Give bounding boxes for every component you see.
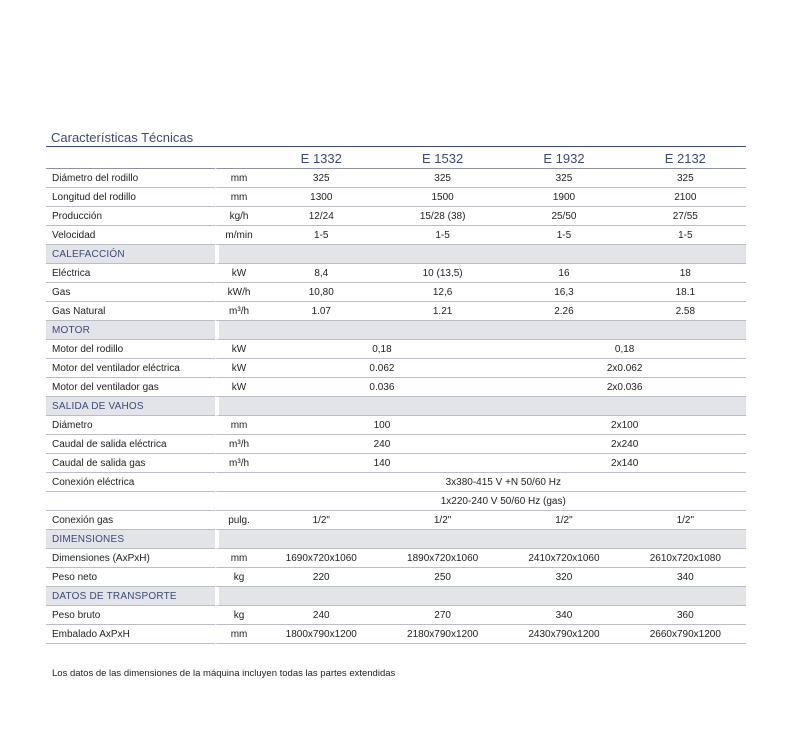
spec-unit: kg/h <box>215 207 260 226</box>
spec-label: Eléctrica <box>46 264 215 283</box>
spec-value: 2610x720x1080 <box>625 549 746 568</box>
spec-value: 2410x720x1060 <box>503 549 624 568</box>
spec-unit: mm <box>215 549 260 568</box>
spec-value-group-2: 0,18 <box>503 340 746 359</box>
spec-value-group-1: 140 <box>261 454 504 473</box>
spec-value: 1-5 <box>261 226 382 245</box>
spec-unit: pulg. <box>215 511 260 530</box>
page-title: Características Técnicas <box>51 130 194 145</box>
section-fill <box>215 530 746 549</box>
spec-value: 12,6 <box>382 283 503 302</box>
spec-value: 325 <box>261 169 382 188</box>
model-header-1: E 1332 <box>261 147 382 169</box>
spec-value: 2430x790x1200 <box>503 625 624 644</box>
model-header-4: E 2132 <box>625 147 746 169</box>
spec-row <box>46 302 746 321</box>
spec-value: 340 <box>625 568 746 587</box>
spec-value-group-2: 2x0.062 <box>503 359 746 378</box>
section-fill <box>215 397 746 416</box>
spec-unit: kW/h <box>215 283 260 302</box>
spec-value: 2660x790x1200 <box>625 625 746 644</box>
spec-value: 18.1 <box>625 283 746 302</box>
spec-value: 2.58 <box>625 302 746 321</box>
spec-row <box>46 511 746 530</box>
spec-value: 1/2" <box>503 511 624 530</box>
spec-label: Diámetro del rodillo <box>46 169 215 188</box>
spec-unit: m³/h <box>215 302 260 321</box>
spec-value: 325 <box>503 169 624 188</box>
spec-value: 240 <box>261 606 382 625</box>
spec-label: Velocidad <box>46 226 215 245</box>
spec-label: Dimensiones (AxPxH) <box>46 549 215 568</box>
spec-value-group-2: 2x240 <box>503 435 746 454</box>
spec-value: 8,4 <box>261 264 382 283</box>
spec-label: Motor del ventilador eléctrica <box>46 359 215 378</box>
spec-row <box>46 473 746 492</box>
spec-value: 1500 <box>382 188 503 207</box>
spec-row <box>46 606 746 625</box>
spec-value: 360 <box>625 606 746 625</box>
spec-value: 16 <box>503 264 624 283</box>
specifications-table <box>46 147 746 644</box>
spec-row <box>46 492 746 511</box>
spec-row <box>46 207 746 226</box>
spec-label: Peso bruto <box>46 606 215 625</box>
section-header-row <box>46 245 746 264</box>
section-header-row <box>46 321 746 340</box>
header-unit-cell <box>215 147 260 169</box>
spec-value: 340 <box>503 606 624 625</box>
footnote: Los datos de las dimensiones de la máquina incluyen todas las partes extendidas <box>52 668 396 679</box>
spec-value-all-models: 1x220-240 V 50/60 Hz (gas) <box>261 492 746 511</box>
spec-label: Caudal de salida gas <box>46 454 215 473</box>
spec-value: 1900 <box>503 188 624 207</box>
section-fill <box>215 245 746 264</box>
spec-value: 25/50 <box>503 207 624 226</box>
spec-label: Producción <box>46 207 215 226</box>
spec-value: 1300 <box>261 188 382 207</box>
spec-value: 1800x790x1200 <box>261 625 382 644</box>
spec-value: 2180x790x1200 <box>382 625 503 644</box>
section-title: DIMENSIONES <box>46 530 215 549</box>
section-fill <box>215 587 746 606</box>
spec-row <box>46 264 746 283</box>
spec-value-all-models: 3x380-415 V +N 50/60 Hz <box>261 473 746 492</box>
spec-value: 325 <box>625 169 746 188</box>
spec-unit: mm <box>215 169 260 188</box>
spec-row <box>46 283 746 302</box>
spec-unit: kW <box>215 359 260 378</box>
header-label-cell <box>46 147 215 169</box>
spec-value: 2100 <box>625 188 746 207</box>
spec-row <box>46 378 746 397</box>
spec-value: 1890x720x1060 <box>382 549 503 568</box>
section-fill <box>215 321 746 340</box>
spec-unit: kW <box>215 264 260 283</box>
spec-unit: kW <box>215 378 260 397</box>
spec-label: Motor del ventilador gas <box>46 378 215 397</box>
spec-row <box>46 549 746 568</box>
spec-value: 1690x720x1060 <box>261 549 382 568</box>
spec-value: 1/2" <box>261 511 382 530</box>
spec-row <box>46 625 746 644</box>
spec-value: 10,80 <box>261 283 382 302</box>
spec-row <box>46 169 746 188</box>
spec-value: 270 <box>382 606 503 625</box>
spec-value: 15/28 (38) <box>382 207 503 226</box>
spec-label <box>46 492 215 511</box>
spec-label: Gas Natural <box>46 302 215 321</box>
spec-label: Peso neto <box>46 568 215 587</box>
spec-value: 2.26 <box>503 302 624 321</box>
spec-value: 320 <box>503 568 624 587</box>
model-header-row <box>46 147 746 169</box>
spec-row <box>46 435 746 454</box>
model-header-2: E 1532 <box>382 147 503 169</box>
spec-label: Embalado AxPxH <box>46 625 215 644</box>
spec-value: 1-5 <box>503 226 624 245</box>
spec-unit: kg <box>215 568 260 587</box>
spec-label: Diámetro <box>46 416 215 435</box>
spec-value: 325 <box>382 169 503 188</box>
section-title: SALIDA DE VAHOS <box>46 397 215 416</box>
section-title: MOTOR <box>46 321 215 340</box>
spec-label: Motor del rodillo <box>46 340 215 359</box>
spec-value: 27/55 <box>625 207 746 226</box>
spec-value: 1-5 <box>382 226 503 245</box>
spec-row <box>46 188 746 207</box>
spec-label: Caudal de salida eléctrica <box>46 435 215 454</box>
spec-unit: mm <box>215 625 260 644</box>
spec-row <box>46 226 746 245</box>
model-header-3: E 1932 <box>503 147 624 169</box>
section-header-row <box>46 397 746 416</box>
spec-value: 250 <box>382 568 503 587</box>
spec-value: 1-5 <box>625 226 746 245</box>
spec-unit: kW <box>215 340 260 359</box>
spec-unit: mm <box>215 188 260 207</box>
spec-label: Gas <box>46 283 215 302</box>
spec-unit: kg <box>215 606 260 625</box>
spec-value: 12/24 <box>261 207 382 226</box>
section-title: CALEFACCIÓN <box>46 245 215 264</box>
spec-value-group-2: 2x140 <box>503 454 746 473</box>
spec-value-group-1: 0,18 <box>261 340 504 359</box>
section-header-row <box>46 587 746 606</box>
spec-row <box>46 359 746 378</box>
spec-value: 1.07 <box>261 302 382 321</box>
spec-value: 220 <box>261 568 382 587</box>
spec-label: Longitud del rodillo <box>46 188 215 207</box>
specifications-body <box>46 147 746 644</box>
spec-value: 1/2" <box>625 511 746 530</box>
spec-unit: m/min <box>215 226 260 245</box>
spec-value-group-1: 240 <box>261 435 504 454</box>
spec-unit: m³/h <box>215 454 260 473</box>
spec-row <box>46 568 746 587</box>
spec-value-group-2: 2x0.036 <box>503 378 746 397</box>
spec-value: 1.21 <box>382 302 503 321</box>
spec-value-group-1: 0.062 <box>261 359 504 378</box>
spec-row <box>46 454 746 473</box>
section-header-row <box>46 530 746 549</box>
spec-unit <box>215 492 260 511</box>
spec-unit: m³/h <box>215 435 260 454</box>
spec-label: Conexión eléctrica <box>46 473 215 492</box>
spec-value: 10 (13,5) <box>382 264 503 283</box>
spec-row <box>46 416 746 435</box>
spec-value: 1/2" <box>382 511 503 530</box>
spec-value-group-1: 100 <box>261 416 504 435</box>
spec-value: 18 <box>625 264 746 283</box>
spec-label: Conexión gas <box>46 511 215 530</box>
section-title: DATOS DE TRANSPORTE <box>46 587 215 606</box>
spec-row <box>46 340 746 359</box>
spec-unit <box>215 473 260 492</box>
spec-unit: mm <box>215 416 260 435</box>
spec-value-group-2: 2x100 <box>503 416 746 435</box>
spec-value: 16,3 <box>503 283 624 302</box>
spec-value-group-1: 0.036 <box>261 378 504 397</box>
